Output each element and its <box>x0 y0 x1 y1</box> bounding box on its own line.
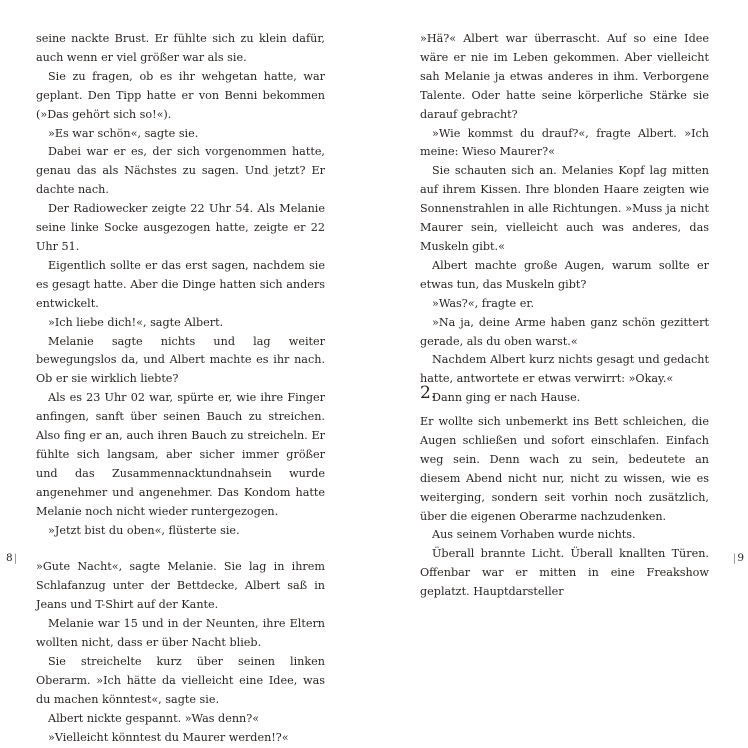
paragraph: »Es war schön«, sagte sie. <box>48 126 199 140</box>
paragraph: Albert machte große Augen, warum sollte er etwas tun, das Muskeln gibt? <box>420 258 709 291</box>
paragraph: »Na ja, deine Arme haben ganz schön gezittert gerade, als du oben warst.« <box>420 315 709 348</box>
paragraph: Sie schauten sich an. Melanies Kopf lag mitten auf ihrem Kissen. Ihre blonden Haare zeigten wie Sonnenstrahlen in alle Richtungen. »Muss ja nicht Maurer sein, vielleicht auch was anderes, das Muskeln gibt.« <box>420 164 709 253</box>
paragraph: Dann ging er nach Hause. <box>432 391 581 405</box>
right-page-text-top <box>420 30 709 408</box>
paragraph: Melanie war 15 und in der Neunten, ihre Eltern wollten nicht, dass er über Nacht blieb. <box>36 617 325 650</box>
page-number-left: 8| <box>6 552 18 564</box>
paragraph: »Hä?« Albert war überrascht. Auf so eine Idee wäre er nie im Leben gekommen. Aber vielleicht sah Melanie ja etwas anderes in ihm. Verborgene Talente. Oder hatte seine körperliche Stärke sie darauf gebracht? <box>420 32 709 121</box>
paragraph: »Vielleicht könntest du Maurer werden!?« <box>48 730 289 744</box>
left-page <box>0 0 374 744</box>
paragraph: Sie streichelte kurz über seinen linken Oberarm. »Ich hätte da vielleicht eine Idee, was du machen könntest«, sagte sie. <box>36 655 325 706</box>
page-number-right: |9 <box>732 552 744 564</box>
paragraph: Nachdem Albert kurz nichts gesagt und gedacht hatte, antwortete er etwas verwirrt: »Okay.« <box>420 353 709 386</box>
paragraph: »Gute Nacht«, sagte Melanie. Sie lag in ihrem Schlafanzug unter der Bettdecke, Albert saß in Jeans und T-Shirt auf der Kante. <box>36 560 325 612</box>
paragraph: Melanie sagte nichts und lag weiter bewegungslos da, und Albert machte es ihr nach. Ob er sie wirklich liebte? <box>36 334 325 386</box>
paragraph: Als es 23 Uhr 02 war, spürte er, wie ihre Finger anfingen, sanft über seinen Bauch zu streichen. Also fing er an, auch ihren Bauch zu streicheln. Er fühlte sich langsam, aber sicher immer größer und das Zusammennacktundnahsein wurde angenehmer und angenehmer. Das Kondom hatte Melanie noch nicht wieder runtergezogen. <box>36 391 325 518</box>
left-page-text <box>36 30 325 748</box>
paragraph: Er wollte sich unbemerkt ins Bett schleichen, die Augen schließen und sofort einschlafen. Einfach weg sein. Denn wach zu sein, bedeutete an diesem Abend nicht nur, nicht zu wissen, wie es weiterging, sondern seit vorhin noch zusätzlich, über die eigenen Oberarme nachzudenken. <box>420 415 709 523</box>
paragraph: Eigentlich sollte er das erst sagen, nachdem sie es gesagt hatte. Aber die Dinge hatten sich anders entwickelt. <box>36 258 325 310</box>
paragraph: »Jetzt bist du oben«, flüsterte sie. <box>48 523 240 537</box>
paragraph: »Was?«, fragte er. <box>432 296 535 310</box>
paragraph: Aus seinem Vorhaben wurde nichts. <box>432 528 636 542</box>
paragraph: Sie zu fragen, ob es ihr wehgetan hatte, war geplant. Den Tipp hatte er von Benni bekommen (»Das gehört sich so!«). <box>36 69 325 121</box>
paragraph: seine nackte Brust. Er fühlte sich zu klein dafür, auch wenn er viel größer war als sie. <box>36 32 325 64</box>
paragraph: Der Radiowecker zeigte 22 Uhr 54. Als Melanie seine linke Socke ausgezogen hatte, zeigte er 22 Uhr 51. <box>36 202 325 253</box>
chapter-heading: 2. <box>420 383 437 403</box>
right-page-text-bottom <box>420 413 709 602</box>
paragraph: »Wie kommst du drauf?«, fragte Albert. »Ich meine: Wieso Maurer?« <box>420 126 709 159</box>
paragraph: Dabei war er es, der sich vorgenommen hatte, genau das als Nächstes zu sagen. Und jetzt? Er dachte nach. <box>36 145 325 197</box>
paragraph: Überall brannte Licht. Überall knallten Türen. Offenbar war er mitten in eine Freakshow geplatzt. Hauptdarsteller <box>420 547 709 599</box>
paragraph: Albert nickte gespannt. »Was denn?« <box>48 711 260 725</box>
right-page <box>374 0 748 598</box>
paragraph: »Ich liebe dich!«, sagte Albert. <box>48 315 224 329</box>
